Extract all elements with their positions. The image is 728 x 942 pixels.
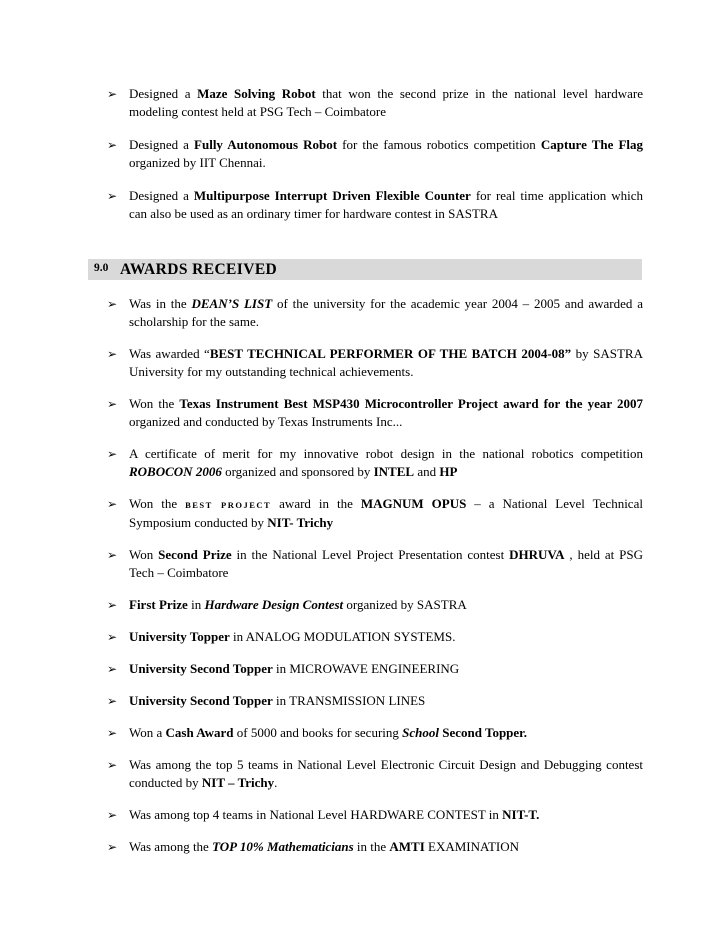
award-item bbox=[107, 445, 643, 481]
text-run: Was among the bbox=[129, 839, 213, 854]
text-run: , held at PSG Tech – Coimbatore bbox=[129, 547, 643, 580]
text-run: Maze Solving Robot bbox=[197, 86, 316, 101]
text-run: Second Prize bbox=[158, 547, 232, 562]
text-run: A certificate of merit for my innovative robot design in the national robotics competition bbox=[129, 446, 643, 461]
text-run: Second Topper. bbox=[442, 725, 528, 740]
text-run: organized and sponsored by bbox=[221, 464, 374, 479]
arrow-bullet-icon: ➢ bbox=[107, 598, 118, 612]
award-item bbox=[107, 838, 643, 856]
text-run: in MICROWAVE ENGINEERING bbox=[272, 661, 460, 676]
arrow-bullet-icon: ➢ bbox=[107, 138, 118, 152]
text-run: Designed a bbox=[129, 188, 194, 203]
arrow-bullet-icon: ➢ bbox=[107, 758, 118, 772]
arrow-bullet-icon: ➢ bbox=[107, 694, 118, 708]
text-run: NIT – Trichy bbox=[201, 775, 275, 790]
text-run: MAGNUM OPUS bbox=[360, 496, 467, 511]
award-item bbox=[107, 806, 643, 824]
text-run: Won a bbox=[129, 725, 166, 740]
awards-list bbox=[107, 295, 643, 856]
arrow-bullet-icon: ➢ bbox=[107, 630, 118, 644]
project-item bbox=[107, 85, 643, 121]
arrow-bullet-icon: ➢ bbox=[107, 662, 118, 676]
text-run: Won bbox=[129, 547, 159, 562]
text-run: organized and conducted by Texas Instruments Inc... bbox=[129, 414, 403, 429]
text-run: NIT-T. bbox=[502, 807, 540, 822]
text-run: DEAN’S LIST bbox=[191, 296, 273, 311]
text-run: by SASTRA University for my outstanding technical achievements. bbox=[129, 346, 643, 379]
text-run: that won the second prize in the national level hardware modeling contest held at PSG Tech – Coimbatore bbox=[129, 86, 643, 119]
text-run: of 5000 and books for securing bbox=[233, 725, 403, 740]
text-run: Won the bbox=[129, 496, 186, 511]
text-run: HP bbox=[439, 464, 458, 479]
text-run: Capture The Flag bbox=[540, 137, 643, 152]
arrow-bullet-icon: ➢ bbox=[107, 397, 118, 411]
text-run: University Second Topper bbox=[129, 661, 273, 676]
text-run: TOP 10% Mathematicians bbox=[212, 839, 354, 854]
text-run: Designed a bbox=[129, 86, 198, 101]
text-run: in the National Level Project Presentation contest bbox=[231, 547, 510, 562]
text-run: INTEL bbox=[373, 464, 415, 479]
text-run: for the famous robotics competition bbox=[337, 137, 541, 152]
text-run: BEST PROJECT bbox=[185, 500, 272, 510]
arrow-bullet-icon: ➢ bbox=[107, 347, 118, 361]
text-run: Cash Award bbox=[165, 725, 234, 740]
text-run: – a National Level Technical Symposium conducted by bbox=[129, 496, 643, 530]
section-title: AWARDS RECEIVED bbox=[120, 261, 278, 278]
arrow-bullet-icon: ➢ bbox=[107, 297, 118, 311]
text-run: Was in the bbox=[129, 296, 192, 311]
text-run: DHRUVA bbox=[509, 547, 565, 562]
arrow-bullet-icon: ➢ bbox=[107, 497, 118, 511]
text-run: in bbox=[187, 597, 205, 612]
text-run: Won the bbox=[129, 396, 180, 411]
text-run: Texas Instrument Best MSP430 Microcontroller Project award for the year 2007 bbox=[179, 396, 643, 411]
text-run: Designed a bbox=[129, 137, 195, 152]
text-run: NIT- Trichy bbox=[267, 515, 334, 530]
award-item bbox=[107, 345, 643, 381]
arrow-bullet-icon: ➢ bbox=[107, 189, 118, 203]
text-run: in the bbox=[353, 839, 390, 854]
arrow-bullet-icon: ➢ bbox=[107, 87, 118, 101]
text-run: University Topper bbox=[129, 629, 230, 644]
arrow-bullet-icon: ➢ bbox=[107, 726, 118, 740]
text-run: University Second Topper bbox=[129, 693, 273, 708]
text-run: in ANALOG MODULATION SYSTEMS. bbox=[229, 629, 456, 644]
arrow-bullet-icon: ➢ bbox=[107, 840, 118, 854]
section-header-awards bbox=[88, 259, 642, 280]
project-item bbox=[107, 187, 643, 223]
text-run: Multipurpose Interrupt Driven Flexible Counter bbox=[193, 188, 471, 203]
text-run: for real time application which can also be used as an ordinary timer for hardware contest in SASTRA bbox=[129, 188, 644, 221]
award-item bbox=[107, 495, 643, 532]
text-run: ROBOCON 2006 bbox=[129, 464, 222, 479]
text-run: of the university for the academic year 2004 – 2005 and awarded a scholarship for the same. bbox=[129, 296, 643, 329]
text-run: . bbox=[274, 775, 278, 790]
text-run: Was among top 4 teams in National Level HARDWARE CONTEST in bbox=[129, 807, 503, 822]
text-run: Was awarded “ bbox=[129, 346, 210, 361]
award-item bbox=[107, 756, 643, 792]
text-run: AMTI bbox=[389, 839, 425, 854]
text-run: in TRANSMISSION LINES bbox=[272, 693, 426, 708]
award-item bbox=[107, 295, 643, 331]
text-run: award in the bbox=[271, 496, 361, 511]
text-run: Hardware Design Contest bbox=[204, 597, 344, 612]
arrow-bullet-icon: ➢ bbox=[107, 808, 118, 822]
text-run: Fully Autonomous Robot bbox=[194, 137, 338, 152]
text-run: First Prize bbox=[129, 597, 188, 612]
award-item bbox=[107, 546, 643, 582]
award-item bbox=[107, 724, 643, 742]
text-run: BEST TECHNICAL PERFORMER OF THE BATCH 2004-08” bbox=[209, 346, 572, 361]
text-run: Was among the top 5 teams in National Level Electronic Circuit Design and Debugging contest conducted by bbox=[129, 757, 643, 790]
section-number: 9.0 bbox=[94, 262, 109, 274]
text-run: organized by SASTRA bbox=[343, 597, 467, 612]
arrow-bullet-icon: ➢ bbox=[107, 548, 118, 562]
award-item bbox=[107, 395, 643, 431]
text-run: EXAMINATION bbox=[424, 839, 520, 854]
award-item bbox=[107, 596, 643, 614]
arrow-bullet-icon: ➢ bbox=[107, 447, 118, 461]
award-item bbox=[107, 628, 643, 646]
text-run: School bbox=[402, 725, 439, 740]
projects-list bbox=[107, 85, 643, 223]
award-item bbox=[107, 660, 643, 678]
text-run: and bbox=[414, 464, 440, 479]
project-item bbox=[107, 136, 643, 172]
text-run: organized by IIT Chennai. bbox=[129, 155, 266, 170]
award-item bbox=[107, 692, 643, 710]
